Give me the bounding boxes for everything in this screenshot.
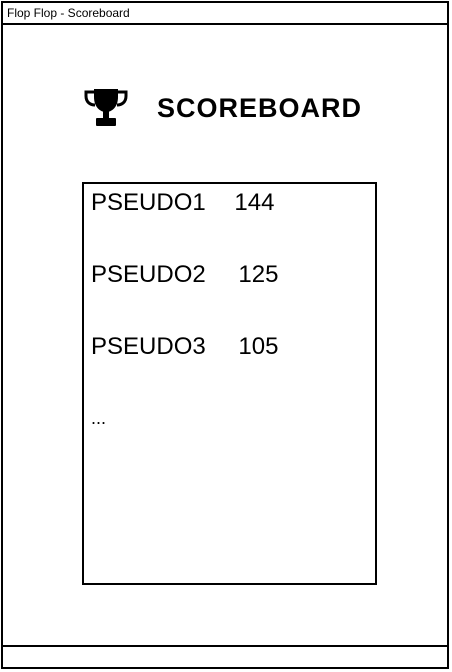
player-score: 125 bbox=[238, 261, 279, 288]
page-title: SCOREBOARD bbox=[157, 92, 363, 123]
player-name: PSEUDO1 bbox=[91, 189, 206, 216]
player-name: PSEUDO2 bbox=[91, 261, 206, 288]
score-row bbox=[91, 189, 274, 217]
window-title: Flop Flop - Scoreboard bbox=[7, 6, 130, 20]
more-entries-indicator: ... bbox=[91, 408, 107, 428]
score-row bbox=[91, 333, 278, 361]
page-header bbox=[83, 87, 362, 129]
app-window bbox=[1, 1, 449, 669]
trophy-icon bbox=[83, 87, 129, 129]
score-row bbox=[91, 261, 278, 289]
player-name: PSEUDO3 bbox=[91, 333, 206, 360]
status-bar bbox=[3, 645, 447, 667]
player-score: 144 bbox=[234, 189, 275, 216]
scoreboard-panel bbox=[82, 182, 377, 585]
player-score: 105 bbox=[238, 333, 279, 360]
title-bar bbox=[3, 3, 447, 25]
